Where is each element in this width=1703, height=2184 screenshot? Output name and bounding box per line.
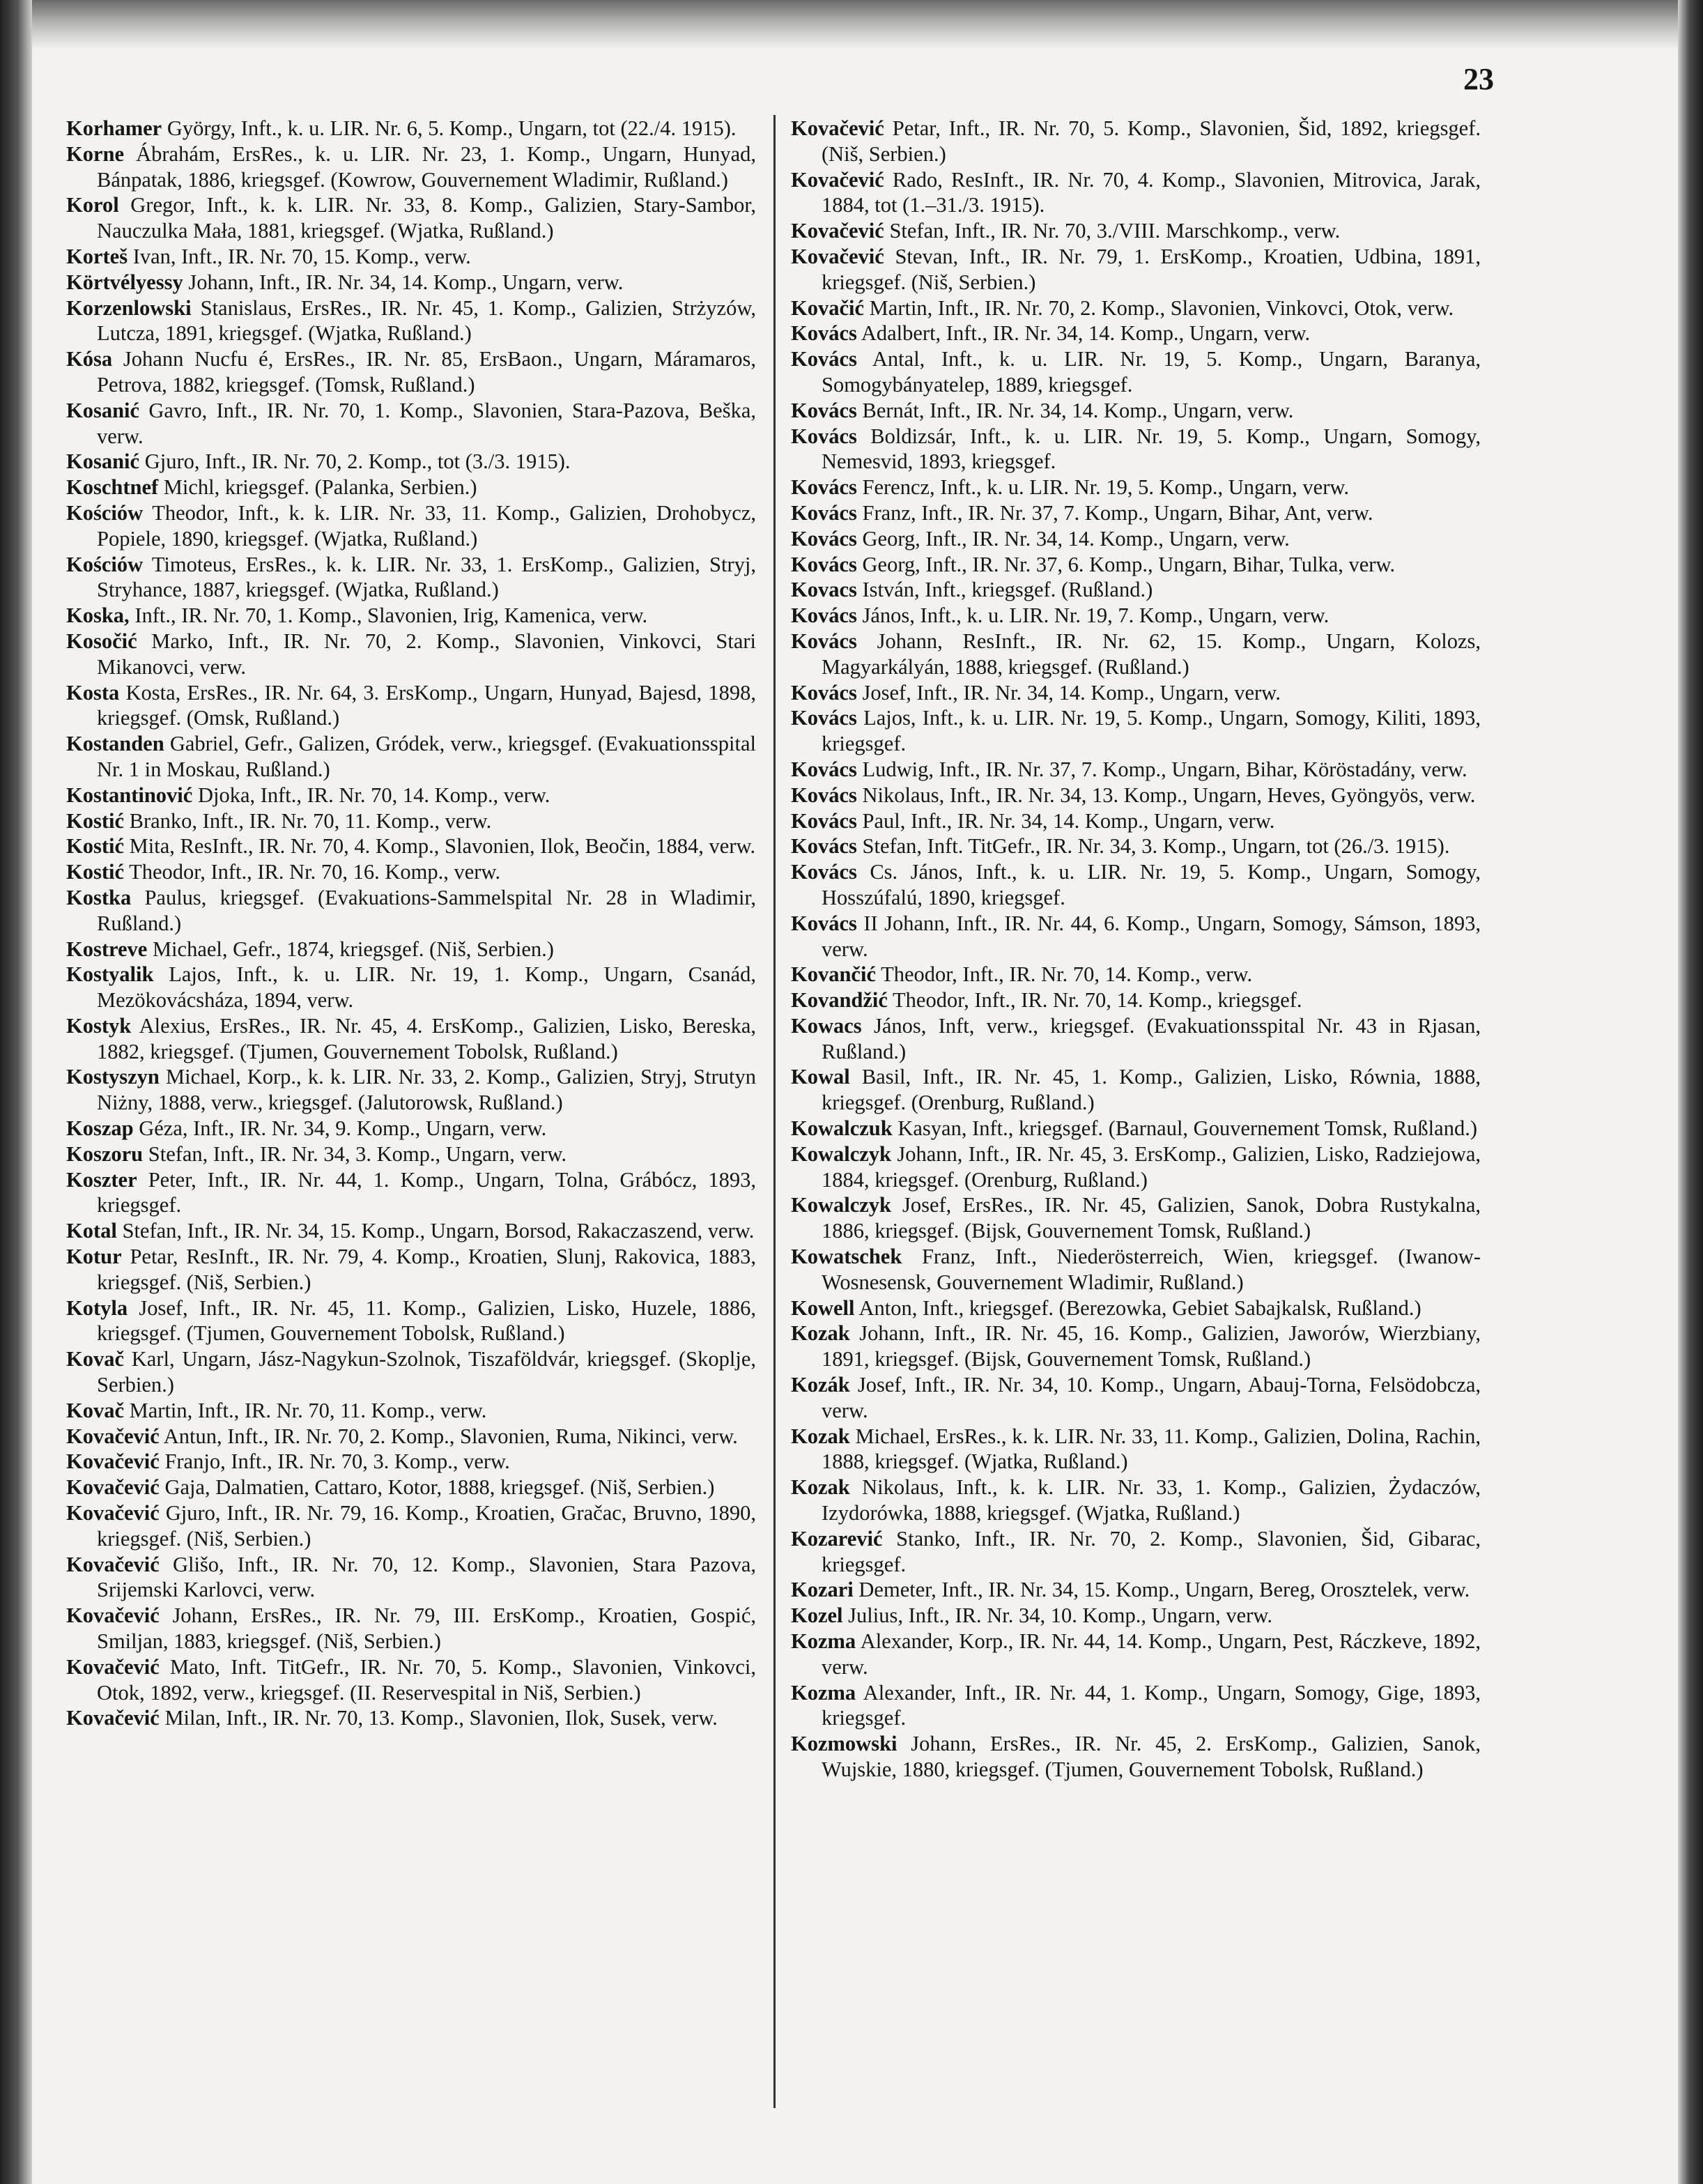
entry-surname: Korteš <box>66 244 128 268</box>
scan-edge-right <box>1678 0 1703 2184</box>
list-entry <box>66 1552 756 1604</box>
entry-details: Lajos, Inft., k. u. LIR. Nr. 19, 1. Komp., Ungarn, Csanád, Mezökovácsháza, 1894, verw. <box>97 962 757 1013</box>
entry-surname: Kovács <box>791 500 857 525</box>
entry-surname: Koschtnef <box>66 475 159 500</box>
entry-details: Inft., IR. Nr. 70, 1. Komp., Slavonien, Irig, Kamenica, verw. <box>134 603 648 628</box>
list-entry <box>791 1013 1481 1065</box>
entry-details: Alexander, Inft., IR. Nr. 44, 1. Komp., Ungarn, Somogy, Gige, 1893, kriegsgef. <box>822 1680 1481 1730</box>
entry-surname: Korzenlowski <box>66 295 192 320</box>
entry-details: Johann, ErsRes., IR. Nr. 79, III. ErsKomp., Kroatien, Gospić, Smiljan, 1883, kriegsgef. (Niš, Serbien.) <box>97 1604 757 1654</box>
list-entry <box>66 1116 756 1141</box>
list-entry <box>66 1705 756 1731</box>
entry-details: Kasyan, Inft., kriegsgef. (Barnaul, Gouvernement Tomsk, Rußland.) <box>897 1116 1477 1141</box>
entry-details: Bernát, Inft., IR. Nr. 34, 14. Komp., Ungarn, verw. <box>862 398 1294 422</box>
list-entry <box>791 1731 1481 1783</box>
list-entry <box>66 1398 756 1424</box>
entry-surname: Kovačević <box>791 167 884 192</box>
entry-details: Ábrahám, ErsRes., k. u. LIR. Nr. 23, 1. Komp., Ungarn, Hunyad, Bánpatak, 1886, kriegsgef. (Kowrow, Gouvernement Wladimir, Rußland.) <box>97 141 756 192</box>
entry-details: Georg, Inft., IR. Nr. 37, 6. Komp., Ungarn, Bihar, Tulka, verw. <box>862 552 1396 576</box>
entry-surname: Kovács <box>791 321 857 346</box>
list-entry <box>66 1218 756 1244</box>
entry-details: Theodor, Inft., IR. Nr. 70, 14. Komp., kriegsgef. <box>893 988 1302 1013</box>
entry-surname: Kostyszyn <box>66 1065 160 1089</box>
entry-details: Ludwig, Inft., IR. Nr. 37, 7. Komp., Ungarn, Bihar, Köröstadány, verw. <box>862 757 1467 781</box>
entry-details: Michael, ErsRes., k. k. LIR. Nr. 33, 11. Komp., Galizien, Dolina, Rachin, 1888, kriegsgef. (Wjatka, Rußland.) <box>822 1424 1481 1474</box>
entry-surname: Kowalczyk <box>791 1141 892 1166</box>
entry-details: Julius, Inft., IR. Nr. 34, 10. Komp., Ungarn, verw. <box>848 1604 1272 1628</box>
list-entry <box>791 962 1481 987</box>
entry-details: Timoteus, ErsRes., k. k. LIR. Nr. 33, 1. ErsKomp., Galizien, Stryj, Stryhance, 1887, kriegsgef. (Wjatka, Rußland.) <box>97 552 756 602</box>
entry-surname: Kostić <box>66 860 125 884</box>
entry-details: II Johann, Inft., IR. Nr. 44, 6. Komp., Ungarn, Somogy, Sámson, 1893, verw. <box>822 911 1481 961</box>
entry-surname: Kozmowski <box>791 1732 897 1756</box>
entry-details: Gabriel, Gefr., Galizen, Gródek, verw., kriegsgef. (Evakuationsspital Nr. 1 in Moskau, Rußland.) <box>97 732 756 781</box>
entry-surname: Kovandžić <box>791 988 888 1013</box>
entry-details: Paul, Inft., IR. Nr. 34, 14. Komp., Ungarn, verw. <box>862 808 1275 833</box>
list-entry <box>791 1321 1481 1372</box>
entry-details: Josef, Inft., IR. Nr. 45, 11. Komp., Galizien, Lisko, Huzele, 1886, kriegsgef. (Tjumen, Gouvernement Tobolsk, Rußland.) <box>97 1295 757 1346</box>
entry-details: Gregor, Inft., k. k. LIR. Nr. 33, 8. Komp., Galizien, Stary-Sambor, Nauczulka Mała, 1881, kriegsgef. (Wjatka, Rußland.) <box>97 193 756 243</box>
list-entry <box>791 987 1481 1013</box>
list-entry <box>791 911 1481 962</box>
entry-details: Georg, Inft., IR. Nr. 34, 14. Komp., Ungarn, verw. <box>862 526 1290 551</box>
entry-surname: Kościów <box>66 500 144 525</box>
entry-surname: Kovačević <box>66 1424 160 1448</box>
entry-details: Basil, Inft., IR. Nr. 45, 1. Komp., Galizien, Lisko, Równia, 1888, kriegsgef. (Orenburg, Rußland.) <box>822 1065 1481 1115</box>
entry-details: Theodor, Inft., k. k. LIR. Nr. 33, 11. Komp., Galizien, Drohobycz, Popiele, 1890, kriegsgef. (Wjatka, Rußland.) <box>97 500 756 551</box>
entry-surname: Kotal <box>66 1219 117 1243</box>
list-entry <box>66 937 756 962</box>
list-entry <box>66 1424 756 1449</box>
list-entry <box>66 1295 756 1347</box>
entry-details: Stanislaus, ErsRes., IR. Nr. 45, 1. Komp., Galizien, Strżyzów, Lutcza, 1891, kriegsgef. (Wjatka, Rußland.) <box>97 295 757 346</box>
entry-surname: Korne <box>66 141 125 166</box>
entry-details: Milan, Inft., IR. Nr. 70, 13. Komp., Slavonien, Ilok, Susek, verw. <box>164 1706 718 1730</box>
entry-surname: Kovačević <box>791 116 884 140</box>
entry-surname: Kowalczyk <box>791 1193 892 1217</box>
list-entry <box>791 705 1481 757</box>
entry-details: Ferencz, Inft., k. u. LIR. Nr. 19, 5. Komp., Ungarn, verw. <box>862 475 1350 500</box>
entry-surname: Kostyalik <box>66 962 154 987</box>
entry-details: Alexander, Korp., IR. Nr. 44, 14. Komp., Ungarn, Pest, Ráczkeve, 1892, verw. <box>822 1629 1481 1679</box>
list-entry <box>791 475 1481 500</box>
entry-details: Johann, Inft., IR. Nr. 45, 16. Komp., Galizien, Jaworów, Wierzbiany, 1891, kriegsgef. (Bijsk, Gouvernement Tomsk, Rußland.) <box>822 1321 1481 1371</box>
entry-details: Johann, Inft., IR. Nr. 34, 14. Komp., Ungarn, verw. <box>188 270 624 294</box>
entry-surname: Kovács <box>791 860 857 884</box>
list-entry <box>66 603 756 629</box>
entry-surname: Kowal <box>791 1065 850 1089</box>
list-entry <box>791 1192 1481 1244</box>
entry-surname: Kosanić <box>66 398 140 422</box>
entry-details: Géza, Inft., IR. Nr. 34, 9. Komp., Ungarn, verw. <box>139 1116 547 1141</box>
entry-details: Karl, Ungarn, Jász-Nagykun-Szolnok, Tiszaföldvár, kriegsgef. (Skoplje, Serbien.) <box>97 1347 757 1397</box>
entry-details: Boldizsár, Inft., k. u. LIR. Nr. 19, 5. Komp., Ungarn, Somogy, Nemesvid, 1893, kriegsgef. <box>822 424 1481 474</box>
entry-surname: Kósa <box>66 347 113 371</box>
entry-surname: Kowalczuk <box>791 1116 893 1141</box>
entry-details: Stevan, Inft., IR. Nr. 79, 1. ErsKomp., Kroatien, Udbina, 1891, kriegsgef. (Niš, Serbien.) <box>822 244 1481 294</box>
list-entry <box>66 859 756 885</box>
list-entry <box>791 218 1481 244</box>
entry-surname: Kozari <box>791 1578 854 1602</box>
entry-surname: Kosanić <box>66 449 140 474</box>
list-entry <box>66 1167 756 1219</box>
list-entry <box>66 192 756 244</box>
entry-details: Gjuro, Inft., IR. Nr. 70, 2. Komp., tot (3./3. 1915). <box>144 449 571 474</box>
entry-details: Franz, Inft., IR. Nr. 37, 7. Komp., Ungarn, Bihar, Ant, verw. <box>862 500 1373 525</box>
list-entry <box>791 1475 1481 1526</box>
entry-details: Lajos, Inft., k. u. LIR. Nr. 19, 5. Komp., Ungarn, Somogy, Kiliti, 1893, kriegsgef. <box>822 706 1481 756</box>
right-column <box>791 116 1481 1783</box>
entry-surname: Korol <box>66 193 119 217</box>
list-entry <box>66 1603 756 1654</box>
entry-surname: Kovács <box>791 347 857 371</box>
entry-surname: Kotyla <box>66 1295 128 1320</box>
entry-details: Nikolaus, Inft., k. k. LIR. Nr. 33, 1. Komp., Galizien, Żydaczów, Izydorówka, 1888, kriegsgef. (Wjatka, Rußland.) <box>822 1475 1481 1525</box>
entry-surname: Kovács <box>791 424 857 448</box>
list-entry <box>791 321 1481 346</box>
scan-edge-left <box>0 0 32 2184</box>
entry-surname: Kościów <box>66 552 144 576</box>
entry-details: János, Inft., k. u. LIR. Nr. 19, 7. Komp., Ungarn, verw. <box>862 603 1330 628</box>
list-entry <box>791 1116 1481 1141</box>
entry-surname: Kovačević <box>66 1604 160 1628</box>
list-entry <box>791 167 1481 219</box>
list-entry <box>791 1577 1481 1603</box>
entry-details: Gjuro, Inft., IR. Nr. 79, 16. Komp., Kroatien, Gračac, Bruvno, 1890, kriegsgef. (Niš, Serbien.) <box>97 1501 757 1551</box>
entry-details: Cs. János, Inft., k. u. LIR. Nr. 19, 5. Komp., Ungarn, Somogy, Hosszúfalú, 1890, kriegsgef. <box>822 860 1481 909</box>
entry-details: Paulus, kriegsgef. (Evakuations-Sammelspital Nr. 28 in Wladimir, Rußland.) <box>97 885 756 935</box>
entry-surname: Kovač <box>66 1347 125 1371</box>
entry-details: Michl, kriegsgef. (Palanka, Serbien.) <box>163 475 477 500</box>
entry-details: Ivan, Inft., IR. Nr. 70, 15. Komp., verw. <box>132 244 471 268</box>
list-entry <box>66 1346 756 1398</box>
entry-details: Michael, Gefr., 1874, kriegsgef. (Niš, Serbien.) <box>152 937 554 961</box>
list-entry <box>66 1013 756 1065</box>
entry-surname: Kovačević <box>66 1706 160 1730</box>
entry-surname: Kovacs <box>791 578 857 602</box>
entry-surname: Kovač <box>66 1398 125 1422</box>
entry-details: Gaja, Dalmatien, Cattaro, Kotor, 1888, kriegsgef. (Niš, Serbien.) <box>164 1475 715 1500</box>
list-entry <box>66 449 756 475</box>
entry-surname: Kovačević <box>791 219 884 243</box>
entry-surname: Kozma <box>791 1680 856 1705</box>
entry-details: Alexius, ErsRes., IR. Nr. 45, 4. ErsKomp., Galizien, Lisko, Bereska, 1882, kriegsgef. (Tjumen, Gouvernement Tobolsk, Rußland.) <box>97 1013 756 1063</box>
entry-surname: Kostreve <box>66 937 148 961</box>
entry-surname: Kovács <box>791 603 857 628</box>
list-entry <box>66 885 756 937</box>
entry-details: Theodor, Inft., IR. Nr. 70, 16. Komp., verw. <box>129 860 501 884</box>
entry-details: Josef, Inft., IR. Nr. 34, 10. Komp., Ungarn, Abauj-Torna, Felsödobcza, verw. <box>822 1373 1481 1422</box>
entry-details: Martin, Inft., IR. Nr. 70, 2. Komp., Slavonien, Vinkovci, Otok, verw. <box>869 295 1454 320</box>
list-entry <box>66 1500 756 1552</box>
entry-surname: Kozak <box>791 1321 850 1346</box>
entry-surname: Kovács <box>791 552 857 576</box>
entry-details: Adalbert, Inft., IR. Nr. 34, 14. Komp., Ungarn, verw. <box>861 321 1311 346</box>
entry-details: Petar, Inft., IR. Nr. 70, 5. Komp., Slavonien, Šid, 1892, kriegsgef. (Niš, Serbien.) <box>822 116 1481 166</box>
list-entry <box>66 500 756 552</box>
page-number: 23 <box>1463 62 1494 96</box>
list-entry <box>791 1629 1481 1680</box>
list-entry <box>66 552 756 603</box>
entry-details: Gavro, Inft., IR. Nr. 70, 1. Komp., Slavonien, Stara-Pazova, Beška, verw. <box>97 398 756 448</box>
entry-surname: Kozel <box>791 1604 843 1628</box>
entry-surname: Kovačević <box>66 1654 160 1679</box>
list-entry <box>66 398 756 449</box>
entry-details: Demeter, Inft., IR. Nr. 34, 15. Komp., Ungarn, Bereg, Orosztelek, verw. <box>858 1578 1470 1602</box>
entry-details: Franz, Inft., Niederösterreich, Wien, kriegsgef. (Iwanow-Wosnesensk, Gouvernement Wladimir, Rußland.) <box>822 1245 1481 1294</box>
entry-surname: Kovačević <box>66 1501 160 1525</box>
list-entry <box>791 1603 1481 1629</box>
entry-details: Theodor, Inft., IR. Nr. 70, 14. Komp., verw. <box>881 962 1253 987</box>
list-entry <box>791 1141 1481 1193</box>
list-entry <box>791 577 1481 603</box>
entry-surname: Kovančić <box>791 962 876 987</box>
entry-surname: Kozarević <box>791 1526 883 1551</box>
entry-surname: Kowacs <box>791 1013 862 1038</box>
list-entry <box>66 833 756 859</box>
list-entry <box>791 424 1481 475</box>
entry-surname: Kowatschek <box>791 1245 902 1269</box>
entry-surname: Kovačević <box>66 1552 160 1576</box>
entry-surname: Kostić <box>66 808 125 833</box>
list-entry <box>791 526 1481 552</box>
entry-surname: Kostić <box>66 834 125 859</box>
list-entry <box>66 1449 756 1475</box>
entry-surname: Kovács <box>791 629 857 653</box>
entry-surname: Koszap <box>66 1116 134 1141</box>
entry-details: Stanko, Inft., IR. Nr. 70, 2. Komp., Slavonien, Šid, Gibarac, kriegsgef. <box>822 1526 1481 1576</box>
entry-surname: Koska, <box>66 603 130 628</box>
entry-details: Kosta, ErsRes., IR. Nr. 64, 3. ErsKomp., Ungarn, Hunyad, Bajesd, 1898, kriegsgef. (Omsk, Rußland.) <box>97 680 757 730</box>
list-entry <box>66 731 756 783</box>
list-entry <box>66 1475 756 1500</box>
entry-surname: Kovács <box>791 757 857 781</box>
list-entry <box>66 1064 756 1116</box>
list-entry <box>66 680 756 732</box>
entry-details: István, Inft., kriegsgef. (Rußland.) <box>862 578 1153 602</box>
list-entry <box>791 346 1481 398</box>
list-entry <box>66 1141 756 1167</box>
entry-details: Josef, Inft., IR. Nr. 34, 14. Komp., Ungarn, verw. <box>862 680 1281 705</box>
entry-surname: Kovács <box>791 680 857 705</box>
list-entry <box>791 603 1481 629</box>
entry-details: Nikolaus, Inft., IR. Nr. 34, 13. Komp., Ungarn, Heves, Gyöngyös, verw. <box>862 783 1476 807</box>
entry-surname: Kosta <box>66 680 120 705</box>
entry-surname: Kosočić <box>66 629 137 653</box>
entry-details: Antal, Inft., k. u. LIR. Nr. 19, 5. Komp., Ungarn, Baranya, Somogybányatelep, 1889, kriegsgef. <box>822 347 1481 397</box>
list-entry <box>66 475 756 500</box>
list-entry <box>791 757 1481 783</box>
list-entry <box>66 1654 756 1706</box>
list-entry <box>791 116 1481 167</box>
entry-details: Johann Nucfu é, ErsRes., IR. Nr. 85, ErsBaon., Ungarn, Máramaros, Petrova, 1882, kriegsgef. (Tomsk, Rußland.) <box>97 347 757 397</box>
list-entry <box>66 346 756 398</box>
entry-surname: Kovács <box>791 808 857 833</box>
list-entry <box>791 244 1481 295</box>
entry-details: Martin, Inft., IR. Nr. 70, 11. Komp., verw. <box>129 1398 487 1422</box>
entry-details: Marko, Inft., IR. Nr. 70, 2. Komp., Slavonien, Vinkovci, Stari Mikanovci, verw. <box>97 629 756 679</box>
list-entry <box>66 295 756 347</box>
list-entry <box>791 629 1481 680</box>
entry-surname: Kostyk <box>66 1013 132 1038</box>
entry-surname: Korhamer <box>66 116 162 140</box>
entry-details: Anton, Inft., kriegsgef. (Berezowka, Gebiet Sabajkalsk, Rußland.) <box>858 1295 1421 1320</box>
list-entry <box>791 783 1481 808</box>
entry-details: Mita, ResInft., IR. Nr. 70, 4. Komp., Slavonien, Ilok, Beočin, 1884, verw. <box>129 834 756 859</box>
list-entry <box>66 270 756 295</box>
entry-details: Djoka, Inft., IR. Nr. 70, 14. Komp., verw. <box>197 783 550 807</box>
entry-details: Stefan, Inft., IR. Nr. 34, 15. Komp., Ungarn, Borsod, Rakaczaszend, verw. <box>122 1219 755 1243</box>
entry-surname: Kovács <box>791 783 857 807</box>
list-entry <box>791 1295 1481 1321</box>
list-entry <box>791 398 1481 424</box>
entry-details: Mato, Inft. TitGefr., IR. Nr. 70, 5. Komp., Slavonien, Vinkovci, Otok, 1892, verw., kriegsgef. (II. Reservespital in Niš, Serbien.) <box>97 1654 756 1705</box>
entry-surname: Kovačević <box>66 1449 160 1474</box>
list-entry <box>66 116 756 141</box>
entry-surname: Kovačić <box>791 295 865 320</box>
list-entry <box>66 244 756 270</box>
entry-details: Stefan, Inft., IR. Nr. 70, 3./VIII. Marschkomp., verw. <box>889 219 1341 243</box>
list-entry <box>791 552 1481 578</box>
list-entry <box>791 1424 1481 1475</box>
entry-surname: Kovács <box>791 475 857 500</box>
entry-details: Johann, Inft., IR. Nr. 45, 3. ErsKomp., Galizien, Lisko, Radziejowa, 1884, kriegsgef. (Orenburg, Rußland.) <box>822 1141 1481 1192</box>
entry-surname: Kovács <box>791 706 857 730</box>
entry-surname: Kovačević <box>791 244 884 268</box>
entry-surname: Kovács <box>791 526 857 551</box>
entry-details: Johann, ResInft., IR. Nr. 62, 15. Komp., Ungarn, Kolozs, Magyarkályán, 1888, kriegsgef. (Rußland.) <box>822 629 1481 679</box>
column-divider <box>773 115 776 2108</box>
entry-surname: Kozák <box>791 1373 850 1397</box>
list-entry <box>66 141 756 193</box>
entry-surname: Kozak <box>791 1424 850 1448</box>
scan-edge-top <box>0 0 1703 49</box>
list-entry <box>791 859 1481 911</box>
entry-surname: Kovács <box>791 834 857 859</box>
entry-details: Branko, Inft., IR. Nr. 70, 11. Komp., verw. <box>129 808 492 833</box>
entry-details: Antun, Inft., IR. Nr. 70, 2. Komp., Slavonien, Ruma, Nikinci, verw. <box>163 1424 738 1448</box>
entry-surname: Koszoru <box>66 1141 144 1166</box>
list-entry <box>66 783 756 808</box>
entry-details: Petar, ResInft., IR. Nr. 79, 4. Komp., Kroatien, Slunj, Rakovica, 1883, kriegsgef. (Niš, Serbien.) <box>97 1245 757 1294</box>
entry-surname: Kostanden <box>66 732 164 756</box>
list-entry <box>791 808 1481 834</box>
entry-surname: Kostka <box>66 885 132 909</box>
entry-surname: Kotur <box>66 1245 122 1269</box>
entry-surname: Körtvélyessy <box>66 270 183 294</box>
list-entry <box>791 1372 1481 1424</box>
entry-details: Josef, ErsRes., IR. Nr. 45, Galizien, Sanok, Dobra Rustykalna, 1886, kriegsgef. (Bijsk, Gouvernement Tomsk, Rußland.) <box>822 1193 1481 1243</box>
entry-details: Stefan, Inft. TitGefr., IR. Nr. 34, 3. Komp., Ungarn, tot (26./3. 1915). <box>862 834 1450 859</box>
list-entry <box>66 808 756 834</box>
list-entry <box>791 1680 1481 1732</box>
list-entry <box>791 500 1481 526</box>
list-entry <box>791 680 1481 706</box>
list-entry <box>66 1244 756 1295</box>
list-entry <box>66 629 756 680</box>
entry-surname: Koszter <box>66 1167 137 1192</box>
entry-surname: Kostantinović <box>66 783 193 807</box>
list-entry <box>66 962 756 1013</box>
entry-surname: Kozma <box>791 1629 856 1654</box>
entry-details: Glišo, Inft., IR. Nr. 70, 12. Komp., Slavonien, Stara Pazova, Srijemski Karlovci, verw. <box>97 1552 757 1602</box>
entry-details: György, Inft., k. u. LIR. Nr. 6, 5. Komp., Ungarn, tot (22./4. 1915). <box>167 116 737 140</box>
entry-details: János, Inft, verw., kriegsgef. (Evakuationsspital Nr. 43 in Rjasan, Rußland.) <box>822 1013 1481 1063</box>
entry-details: Johann, ErsRes., IR. Nr. 45, 2. ErsKomp., Galizien, Sanok, Wujskie, 1880, kriegsgef. (Tjumen, Gouvernement Tobolsk, Rußland.) <box>822 1732 1481 1781</box>
entry-surname: Kowell <box>791 1295 855 1320</box>
entry-details: Franjo, Inft., IR. Nr. 70, 3. Komp., verw. <box>164 1449 510 1474</box>
list-entry <box>791 1526 1481 1578</box>
list-entry <box>791 1244 1481 1295</box>
entry-surname: Kovács <box>791 911 857 935</box>
entry-details: Stefan, Inft., IR. Nr. 34, 3. Komp., Ungarn, verw. <box>148 1141 567 1166</box>
entry-details: Rado, ResInft., IR. Nr. 70, 4. Komp., Slavonien, Mitrovica, Jarak, 1884, tot (1.–31./3. 1915). <box>822 167 1481 217</box>
list-entry <box>791 833 1481 859</box>
left-column <box>66 116 756 1731</box>
list-entry <box>791 1064 1481 1116</box>
list-entry <box>791 295 1481 321</box>
entry-details: Peter, Inft., IR. Nr. 44, 1. Komp., Ungarn, Tolna, Grábócz, 1893, kriegsgef. <box>97 1167 757 1217</box>
entry-surname: Kozak <box>791 1475 850 1500</box>
entry-details: Michael, Korp., k. k. LIR. Nr. 33, 2. Komp., Galizien, Stryj, Strutyn Niżny, 1888, verw., kriegsgef. (Jalutorowsk, Rußland.) <box>97 1065 757 1115</box>
entry-surname: Kovács <box>791 398 857 422</box>
entry-surname: Kovačević <box>66 1475 160 1500</box>
